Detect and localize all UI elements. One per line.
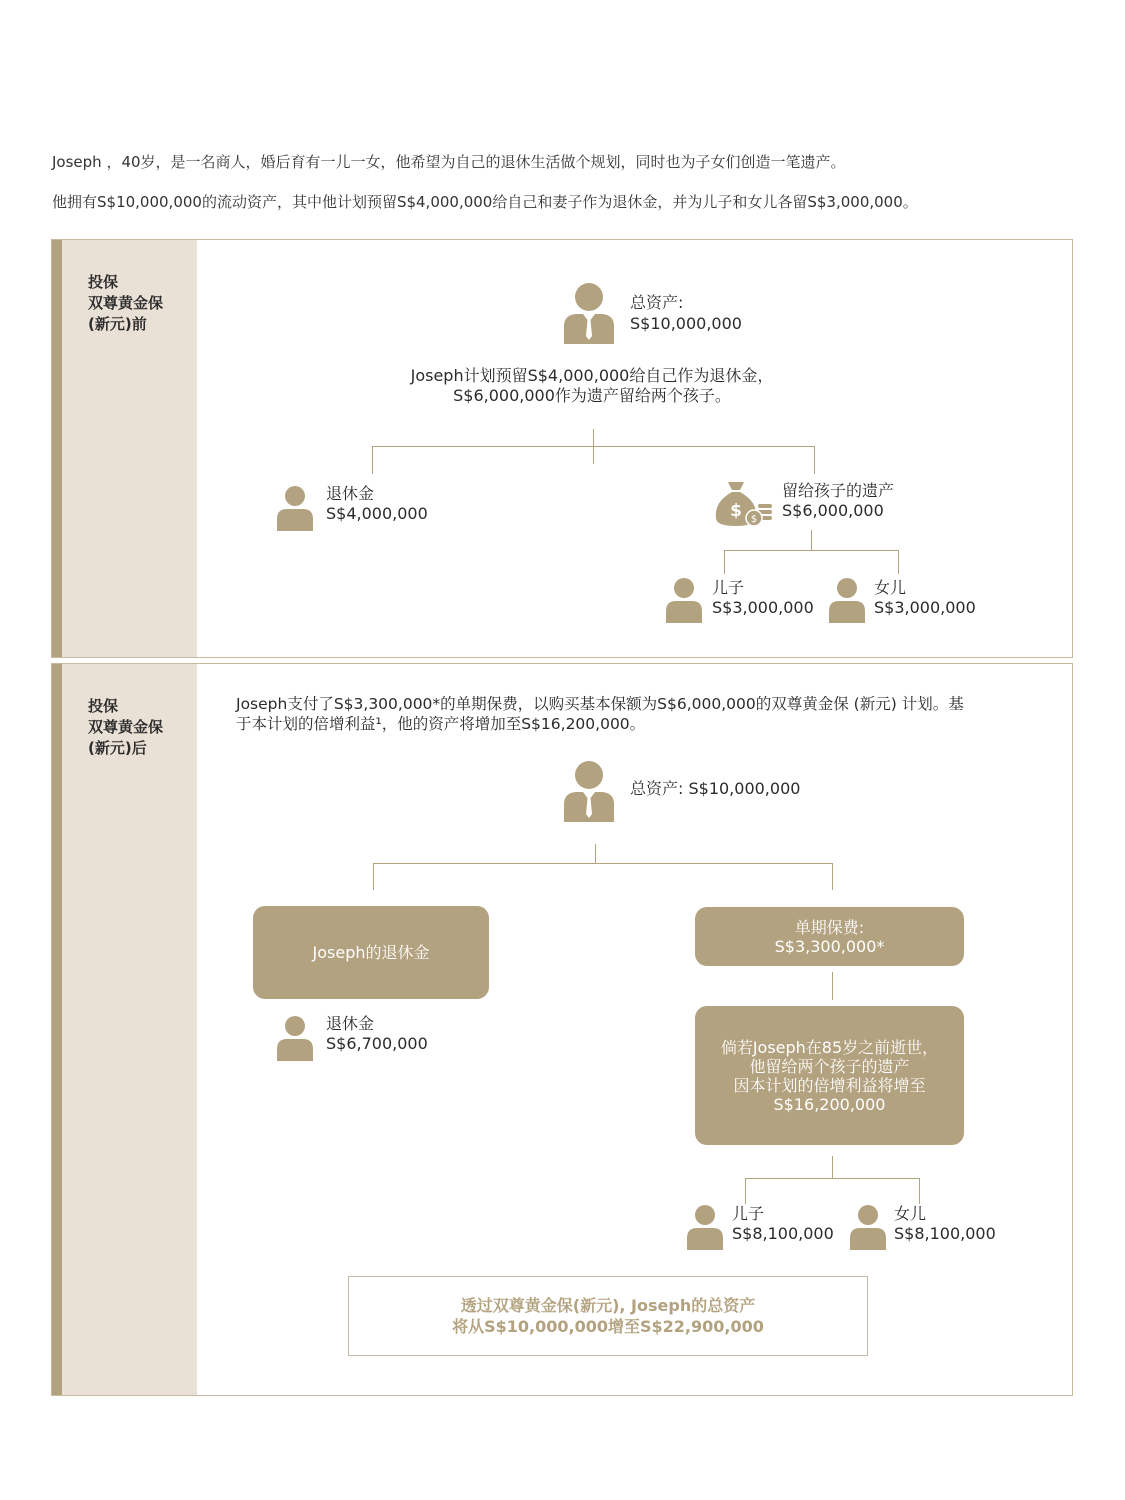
before-total-value: S$10,000,000 <box>630 314 742 333</box>
businessman-icon <box>562 282 616 344</box>
after-total-text: 总资产: S$10,000,000 <box>630 779 801 798</box>
before-son-drop <box>724 550 725 574</box>
before-legacy-value: S$6,000,000 <box>782 501 884 520</box>
svg-text:$: $ <box>730 501 742 521</box>
before-side-title: 投保 双尊黄金保 (新元)前 <box>88 273 164 333</box>
before-plan-line-2: S$6,000,000作为遗产留给两个孩子。 <box>453 386 731 405</box>
after-trunk-line <box>595 844 596 864</box>
after-daughter-drop <box>919 1178 920 1204</box>
before-legacy-label: 留给孩子的遗产 <box>782 481 895 500</box>
after-retire-label: 退休金 <box>326 1014 375 1033</box>
before-panel <box>51 239 1073 658</box>
daughter-person-icon <box>828 577 866 623</box>
son-person-icon <box>665 577 703 623</box>
before-total-label: 总资产: <box>630 293 684 312</box>
after-side-bar <box>52 664 197 1395</box>
person-icon <box>276 1015 314 1061</box>
before-branch-line <box>372 446 815 447</box>
before-daughter-value: S$3,000,000 <box>874 598 976 617</box>
before-children-branch <box>724 550 899 551</box>
summary-box <box>348 1276 868 1356</box>
after-branch-line <box>373 863 833 864</box>
after-son-value: S$8,100,000 <box>732 1224 834 1243</box>
before-legacy-trunk <box>811 530 812 550</box>
person-icon <box>276 485 314 531</box>
after-legacy-trunk <box>832 1156 833 1178</box>
after-children-branch <box>745 1178 920 1179</box>
after-son-drop <box>745 1178 746 1204</box>
son-person-icon <box>686 1204 724 1250</box>
before-retire-value: S$4,000,000 <box>326 504 428 523</box>
before-side-bar <box>52 240 197 657</box>
before-left-drop <box>372 446 373 474</box>
after-son-label: 儿子 <box>732 1204 765 1223</box>
intro-line-2: 他拥有S$10,000,000的流动资产，其中他计划预留S$4,000,000给自己和妻子作为退休金，并为儿子和女儿各留S$3,000,000。 <box>52 193 918 211</box>
after-desc-line-2: 于本计划的倍增利益¹，他的资产将增加至S$16,200,000。 <box>236 715 646 733</box>
premium-to-legacy-line <box>832 972 833 1000</box>
after-desc-line-1: Joseph支付了S$3,300,000*的单期保费，以购买基本保额为S$6,000,000的双尊黄金保 (新元) 计划。基 <box>236 695 964 713</box>
summary-line-2: 将从S$10,000,000增至S$22,900,000 <box>452 1317 764 1336</box>
before-daughter-label: 女儿 <box>874 578 907 597</box>
money-bag-icon <box>712 480 774 528</box>
after-panel <box>51 663 1073 1396</box>
daughter-person-icon <box>849 1204 887 1250</box>
businessman-icon <box>562 760 616 822</box>
summary-line-1: 透过双尊黄金保(新元), Joseph的总资产 <box>460 1296 756 1315</box>
premium-box: 单期保费: S$3,300,000* <box>695 907 964 966</box>
retirement-fund-box: Joseph的退休金 <box>253 906 489 999</box>
after-side-title: 投保 双尊黄金保 (新元)后 <box>88 697 164 757</box>
legacy-box: 倘若Joseph在85岁之前逝世， 他留给两个孩子的遗产 因本计划的倍增利益将增至 S$16,200,000 <box>695 1006 964 1145</box>
intro-line-1: Joseph ，40岁，是一名商人，婚后育有一儿一女，他希望为自己的退休生活做个规划，同时也为子女们创造一笔遗产。 <box>52 153 846 171</box>
before-son-value: S$3,000,000 <box>712 598 814 617</box>
before-daughter-drop <box>898 550 899 574</box>
after-daughter-value: S$8,100,000 <box>894 1224 996 1243</box>
after-left-drop <box>373 863 374 890</box>
before-right-drop <box>814 446 815 474</box>
before-son-label: 儿子 <box>712 578 745 597</box>
before-retire-label: 退休金 <box>326 484 375 503</box>
before-plan-line-1: Joseph计划预留S$4,000,000给自己作为退休金， <box>410 366 774 385</box>
after-daughter-label: 女儿 <box>894 1204 927 1223</box>
svg-text:$: $ <box>750 514 758 525</box>
after-right-drop <box>832 863 833 890</box>
after-retire-value: S$6,700,000 <box>326 1034 428 1053</box>
